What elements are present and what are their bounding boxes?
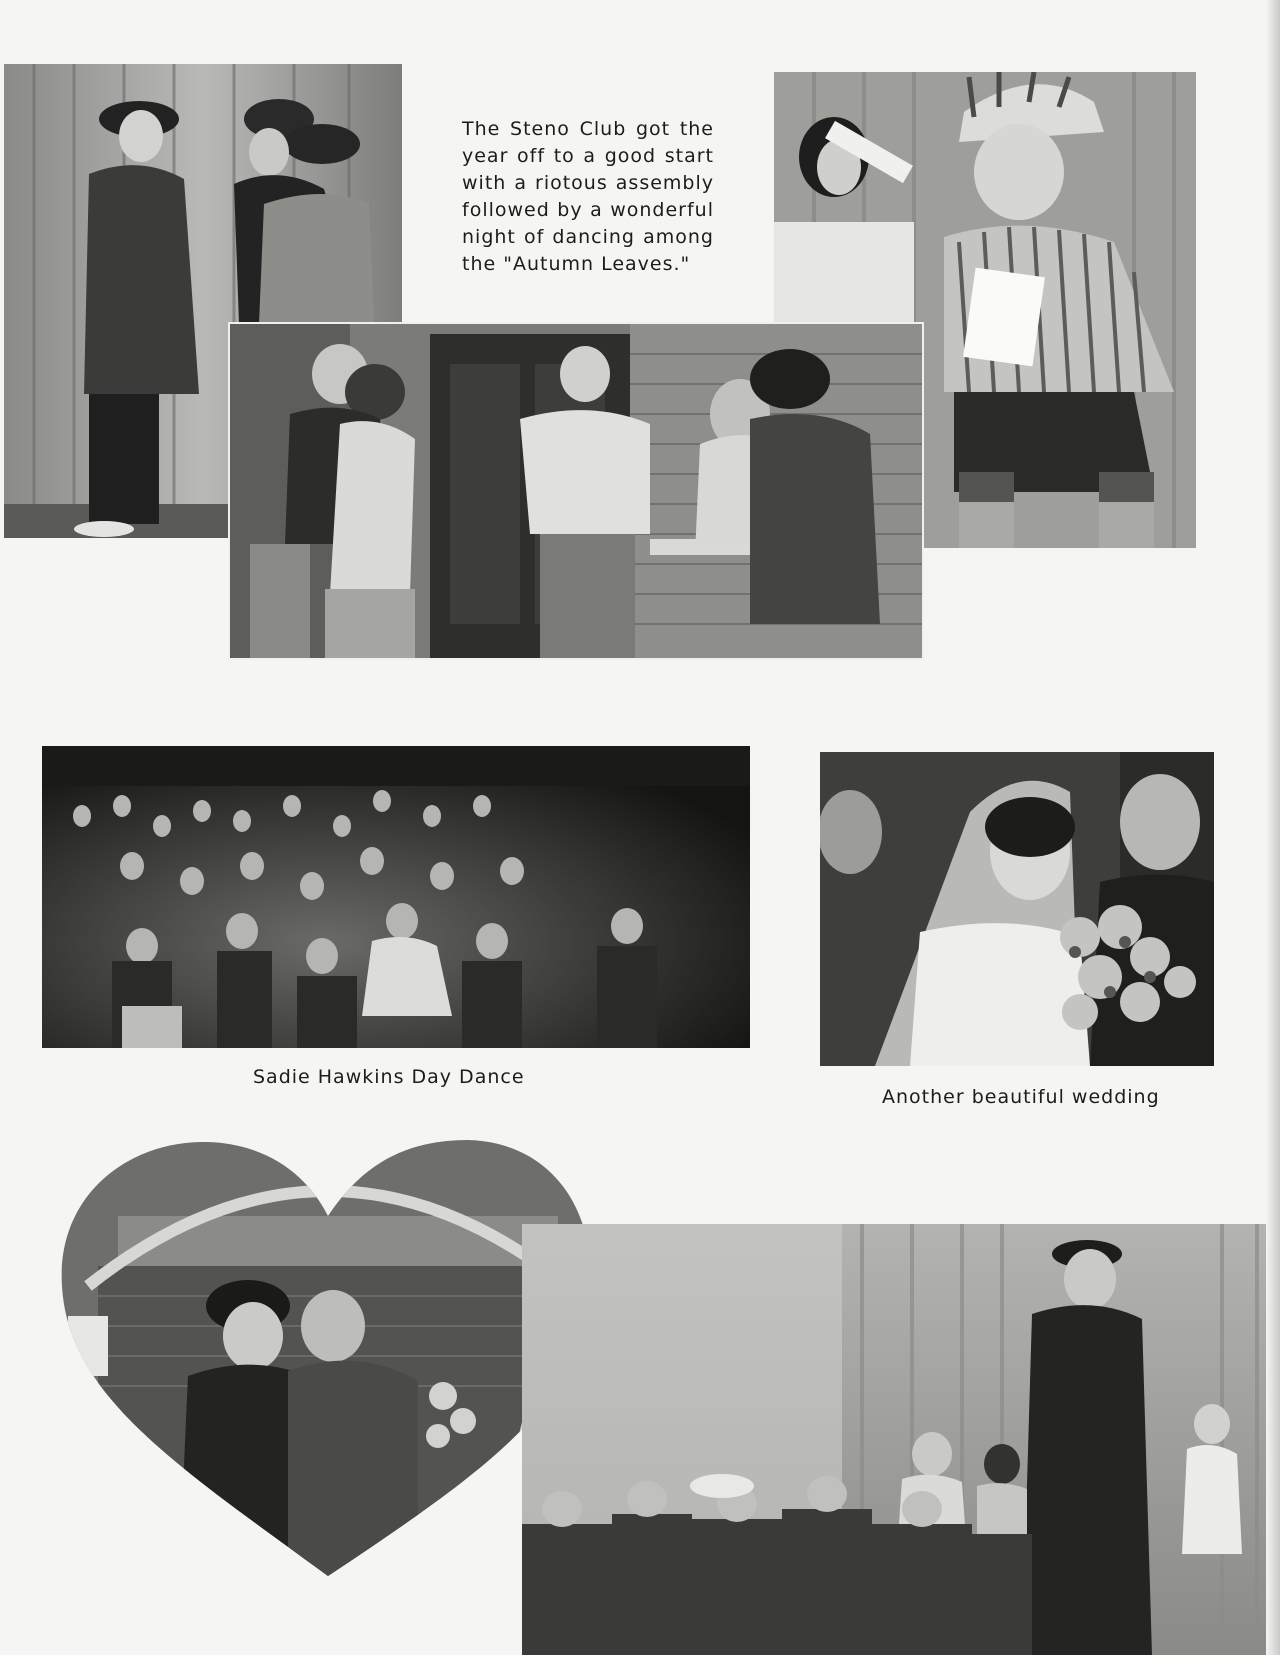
intro-caption: The Steno Club got the year off to a good start with a riotous assembly followed by a wonderful night of dancing among the "Autumn Leaves." <box>462 118 714 275</box>
caption-wedding: Another beautiful wedding <box>882 1086 1160 1108</box>
page-edge-shadow <box>1266 0 1280 1655</box>
photo-stage-lineup <box>522 1224 1280 1655</box>
photo-heart-couple <box>58 1136 598 1596</box>
caption-sadie-hawkins: Sadie Hawkins Day Dance <box>253 1066 525 1088</box>
photo-autumn-leaves-dance <box>228 322 924 660</box>
photo-wedding <box>820 752 1214 1066</box>
photo-sadie-hawkins-dance <box>42 746 750 1048</box>
